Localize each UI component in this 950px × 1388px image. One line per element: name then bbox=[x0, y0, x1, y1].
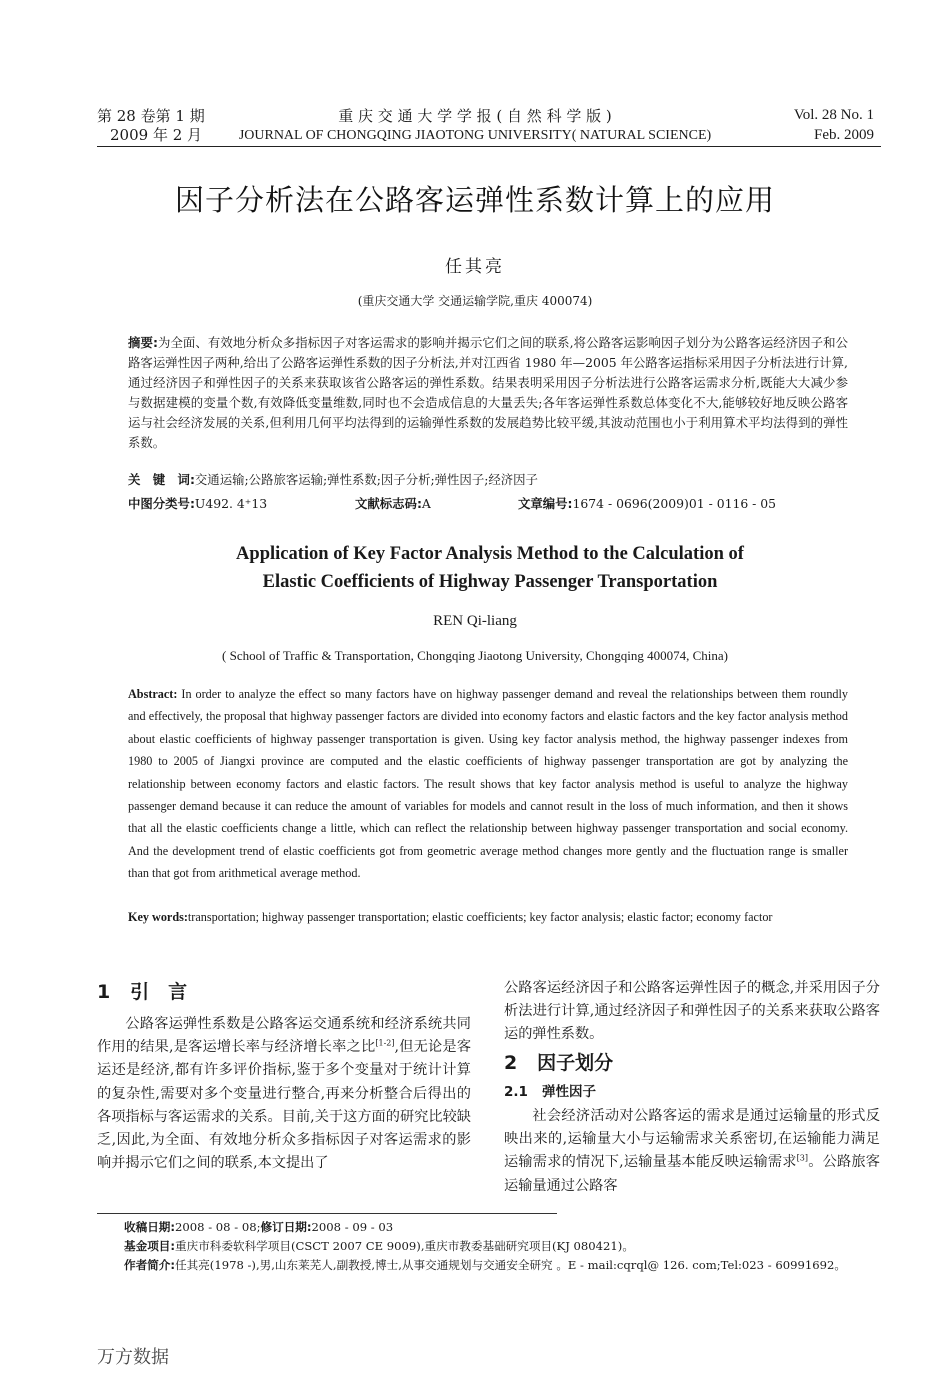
header-date-en: Feb. 2009 bbox=[814, 127, 874, 143]
author-cn: 任其亮 bbox=[445, 257, 505, 277]
section-1-paragraph: 公路客运弹性系数是公路客运交通系统和经济系统共同作用的结果,是客运增长率与经济增长率之比[1-2],但无论是客运还是经济,都有许多评价指标,鉴于多个变量对于统计计算的复杂性,需要对多个变量进行整合,再来分析整合后得出的各项指标与客运需求的关系。目前,关于这方面的研究比较缺乏,因此,为全面、有效地分析众多指标因子对客运需求的影响并揭示它们之间的联系,本文提出了 bbox=[97, 1016, 472, 1172]
watermark-text: 万方数据 bbox=[97, 1347, 169, 1368]
column-2-paragraph: 公路客运经济因子和公路客运弹性因子的概念,并采用因子分析法进行计算,通过经济因子和弹性因子的关系来获取公路客运的弹性系数。 bbox=[504, 980, 880, 1043]
header-date-cn: 2009 年 2 月 bbox=[110, 126, 203, 144]
citation-1-2: [1-2] bbox=[375, 1038, 395, 1048]
keywords-cn-label: 关 键 词: bbox=[128, 472, 195, 487]
abstract-en-label: Abstract: bbox=[128, 687, 178, 701]
header-rule bbox=[97, 146, 881, 147]
author-en: REN Qi-liang bbox=[433, 613, 517, 629]
section-2-1-paragraph: 社会经济活动对公路客运的需求是通过运输量的形式反映出来的,运输量大小与运输需求关系密切,在运输能力满足运输需求的情况下,运输量基本能反映运输需求[3]。公路旅客运输量通过公路客 bbox=[504, 1108, 880, 1194]
abstract-en bbox=[128, 683, 848, 885]
header-journal-cn: 重 庆 交 通 大 学 学 报 ( 自 然 科 学 版 ) bbox=[338, 107, 612, 125]
keywords-en bbox=[128, 906, 848, 928]
keywords-cn bbox=[128, 470, 848, 490]
header-volume-en: Vol. 28 No. 1 bbox=[793, 107, 874, 123]
keywords-en-text: transportation; highway passenger transportation; elastic coefficients; key factor analysis; elastic factor; economy factor bbox=[187, 910, 773, 924]
abstract-cn-label: 摘要: bbox=[128, 335, 158, 350]
footnote-author-bio: 作者简介:任其亮(1978 -),男,山东莱芜人,副教授,博士,从事交通规划与交通安全研究 。E - mail:cqrql@ 126. com;Tel:023 - 60991692。 bbox=[124, 1258, 846, 1272]
section-2-1-heading: 2.1 弹性因子 bbox=[504, 1084, 597, 1100]
document-code: 文献标志码:A bbox=[355, 496, 431, 511]
abstract-cn bbox=[128, 333, 848, 453]
section-1-heading: 1 引 言 bbox=[97, 981, 188, 1003]
affiliation-en: ( School of Traffic & Transportation, Chongqing Jiaotong University, Chongqing 400074, China) bbox=[222, 648, 728, 663]
footnote-dates: 收稿日期:2008 - 08 - 08;修订日期:2008 - 09 - 03 bbox=[124, 1220, 394, 1234]
section-2-heading: 2 因子划分 bbox=[504, 1052, 614, 1074]
footnote-rule bbox=[97, 1213, 557, 1214]
abstract-cn-text: 为全面、有效地分析众多指标因子对客运需求的影响并揭示它们之间的联系,将公路客运影响因子划分为公路客运经济因子和公路客运弹性因子两种,给出了公路客运弹性系数的因子分析法,并对江西省 1980 年—2005 年公路客运指标采用因子分析法进行计算,通过经济因子和弹性因子的关系来获取该省公路客运的弹性系数。结果表明采用因子分析法进行公路客运需求分析,既能大大减少参与数据建模的变量个数,有效降低变量维数,同时也不会造成信息的大量丢失;各年客运弹性系数总体变化不大,能够较好地反映公路客运与社会经济发展的关系,但利用几何平均法得到的运输弹性系数的发展趋势比较平缓,其波动范围也小于利用算术平均法得到的弹性系数。 bbox=[128, 335, 848, 450]
abstract-en-text: In order to analyze the effect so many factors have on highway passenger demand and reveal the relationships between them roundly and effectively, the proposal that highway passenger factors are divided into economy factors and elastic factors and the key factor analysis method about elastic coefficients of highway passenger transportation is given. Using key factor analysis method, the highway passenger indexes from 1980 to 2005 of Jiangxi province are computed and the elastic coefficients of highway passenger transportation are got by analyzing the relationship between economy factors and elastic factors. The result shows that key factor analysis method is useful to analyze the highway passenger demand because it can reduce the amount of variables for models and cannot result in the loss of much information, and then it shows that all the elastic coefficients change a little, which can reflect the relationship between highway passenger transportation and social economy. And the development trend of elastic coefficients got from geometric average method changes more gently and the fluctuation range is smaller than that got from arithmetical average method. bbox=[128, 687, 848, 881]
paper-title-en-line2: Elastic Coefficients of Highway Passenger Transportation bbox=[262, 572, 718, 592]
article-number: 文章编号:1674 - 0696(2009)01 - 0116 - 05 bbox=[518, 496, 777, 511]
affiliation-cn: (重庆交通大学 交通运输学院,重庆 400074) bbox=[357, 294, 593, 308]
footnote-fund: 基金项目:重庆市科委软科学项目(CSCT 2007 CE 9009),重庆市教委基础研究项目(KJ 080421)。 bbox=[124, 1239, 634, 1253]
paper-title-en-line1: Application of Key Factor Analysis Method to the Calculation of bbox=[236, 544, 744, 564]
keywords-en-label: Key words: bbox=[128, 910, 188, 924]
citation-3: [3] bbox=[796, 1153, 808, 1163]
header-journal-en: JOURNAL OF CHONGQING JIAOTONG UNIVERSITY( NATURAL SCIENCE) bbox=[238, 128, 712, 143]
clc-number: 中图分类号:U492. 4⁺13 bbox=[128, 496, 268, 511]
keywords-cn-text: 交通运输;公路旅客运输;弹性系数;因子分析;弹性因子;经济因子 bbox=[194, 472, 538, 487]
paper-title-en bbox=[120, 540, 860, 596]
paper-title-cn: 因子分析法在公路客运弹性系数计算上的应用 bbox=[174, 183, 775, 217]
header-volume-cn: 第 28 卷第 1 期 bbox=[97, 107, 205, 125]
